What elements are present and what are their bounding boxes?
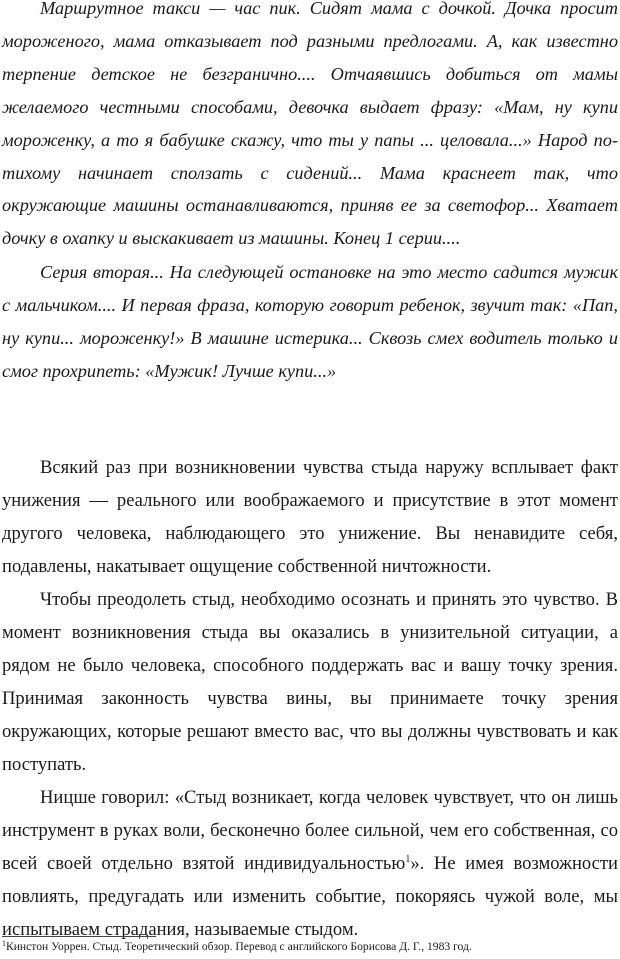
joke-part-two: Серия вторая... На следующей остановке на это место садится мужик с мальчиком.... И первая фраза, которую говорит ребенок, звучит так: «Пап, ну купи... мороженку!» В машине истерика... Сквозь смех водитель только и смог прохрипеть: «Мужик! Лучше купи...» <box>2 262 618 381</box>
footnote-text: Кинстон Уоррен. Стыд. Теоретический обзор. Перевод с английского Борисова Д. Г., 1983 год. <box>6 940 472 953</box>
body-paragraph-three <box>2 782 618 947</box>
paragraph-three-text-end: ». Не имея возможности повлиять, предугадать или изменить событие, покоряясь чужой воле, мы испытываем страдания, называемые стыдом. <box>2 852 618 940</box>
footnote-separator <box>2 936 156 937</box>
body-paragraph-one: Всякий раз при возникновении чувства стыда наружу всплывает факт унижения — реального или воображаемого и присутствие в этот момент другого человека, наблюдающего это унижение. Вы ненавидите себя, подавлены, накатывает ощущение собственной ничтожности. <box>2 457 618 577</box>
footnote-number: 1 <box>2 939 6 948</box>
joke-part-one: Маршрутное такси — час пик. Сидят мама с дочкой. Дочка просит мороженого, мама отказывает под разными предлогами. А, как известно терпение детское не безгранично.... Отчаявшись добиться от мамы желаемого честными способами, девочка выдает фразу: «Мам, ну купи мороженку, а то я бабушке скажу, что ты у папы ... целовала...» Народ по-тихому начинает сползать с сидений... Мама краснеет так, что окружающие машины останавливаются, приняв ее за светофор... Хватает дочку в охапку и выскакивает из машины. Конец 1 серии.... <box>2 0 618 249</box>
body-paragraph-two: Чтобы преодолеть стыд, необходимо осознать и принять это чувство. В момент возникновения стыда вы оказались в унизительной ситуации, а рядом не было человека, способного поддержать вас и вашу точку зрения. Принимая законность чувства вины, вы принимаете точку зрения окружающих, которые решают вместо вас, что вы должны чувствовать и как поступать. <box>2 589 618 775</box>
paragraph-three-text-start: Ницше говорил: «Стыд возникает, когда человек чувствует, что он лишь инструмент в руках воли, бесконечно более сильной, чем его собственная, со всей своей отдельно взятой индивидуальностью <box>2 787 618 874</box>
footnote <box>2 939 618 955</box>
footnote-reference: 1 <box>405 853 411 865</box>
